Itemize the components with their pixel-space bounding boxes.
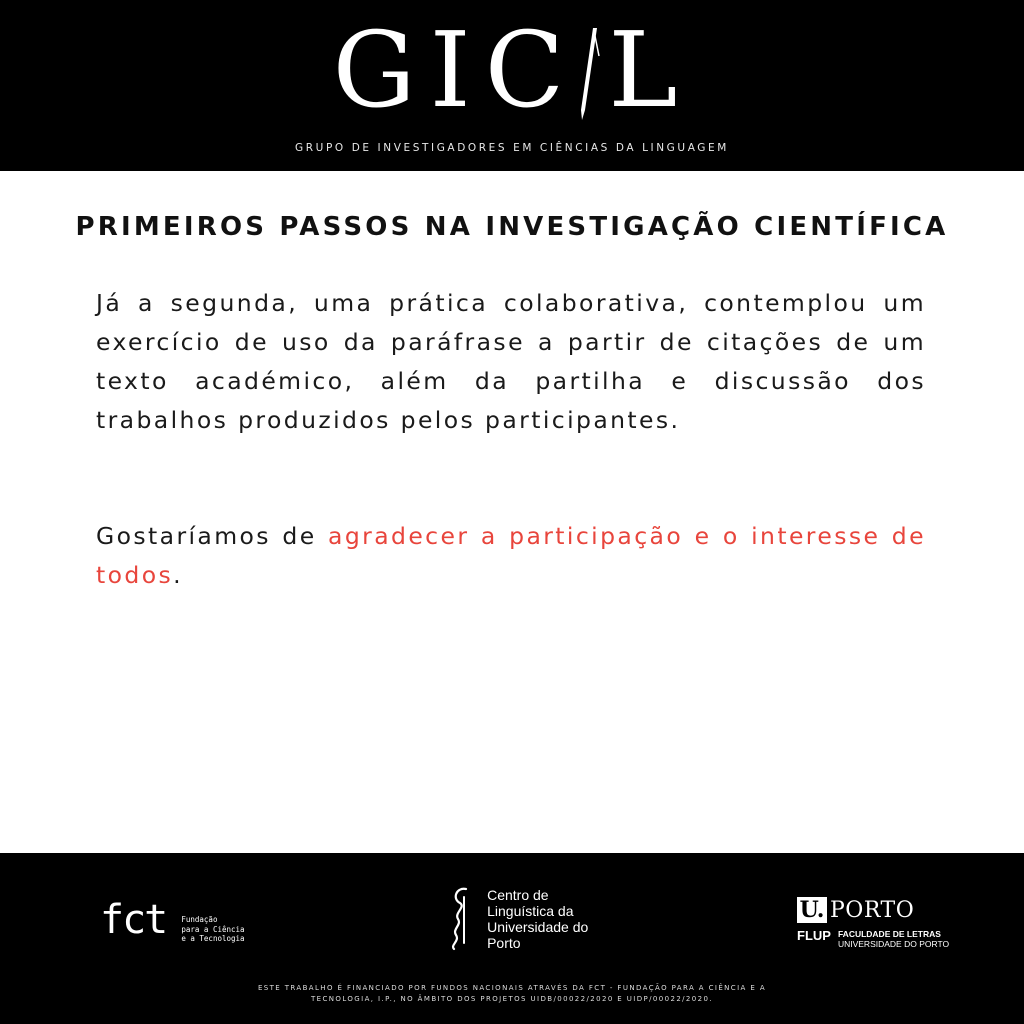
fct-line-2: para a Ciência: [181, 924, 245, 934]
logo-right-text: L: [608, 9, 692, 131]
clup-line-1: Centro de: [487, 887, 549, 903]
funding-disclaimer: [0, 983, 1024, 1005]
flup-line-1: FACULDADE DE LETRAS: [837, 929, 941, 939]
disclaimer-line-1: ESTE TRABALHO É FINANCIADO POR FUNDOS NACIONAIS ATRAVÉS DA FCT - FUNDAÇÃO PARA A CIÊNCIA E A: [257, 984, 767, 992]
clup-script-logo-icon: [444, 883, 476, 953]
flup-text: FLUP: [797, 928, 831, 943]
fct-logo: [100, 897, 245, 944]
flup-description: [838, 929, 949, 949]
uporto-logo: [797, 897, 949, 949]
pen-slash-icon: [578, 26, 600, 122]
clup-text: [487, 887, 588, 951]
uporto-wordmark: [797, 897, 949, 923]
paragraph-1: Já a segunda, uma prática colaborativa, contemplou um exercício de uso da paráfrase a partir de citações de um texto académico, além da partilha e discussão dos trabalhos produzidos pelos participantes.: [96, 289, 926, 434]
gicl-logo: [0, 10, 1024, 132]
fct-subtitle: [181, 915, 244, 944]
logo-left-text: GIC: [332, 9, 579, 131]
u-box: U.: [797, 897, 827, 923]
paragraph-2-lead: Gostaríamos de: [96, 522, 329, 550]
paragraph-2-highlight: agradecer a participação e o interesse de todos: [96, 522, 926, 589]
flup-row: [797, 929, 949, 949]
clup-line-4: Porto: [487, 935, 521, 951]
page-title: PRIMEIROS PASSOS NA INVESTIGAÇÃO CIENTÍFICA: [75, 212, 949, 242]
paragraph-2: [96, 517, 926, 595]
flup-line-2: UNIVERSIDADE DO PORTO: [837, 939, 950, 949]
clup-line-3: Universidade do: [487, 919, 589, 935]
paragraph-2-end: .: [173, 561, 184, 589]
header-band: [0, 0, 1024, 171]
tagline: GRUPO DE INVESTIGADORES EM CIÊNCIAS DA LINGUAGEM: [295, 142, 729, 154]
footer-band: [0, 853, 1024, 1024]
clup-line-2: Linguística da: [487, 903, 574, 919]
disclaimer-line-2: TECNOLOGIA, I.P., NO ÂMBITO DOS PROJETOS UIDB/00022/2020 E UIDP/00022/2020.: [311, 995, 713, 1003]
fct-line-1: Fundação: [181, 915, 218, 924]
fct-mark: fct: [100, 897, 167, 943]
porto-text: PORTO: [830, 897, 915, 923]
clup-logo: [444, 883, 588, 953]
fct-line-3: e a Tecnologia: [181, 934, 245, 943]
